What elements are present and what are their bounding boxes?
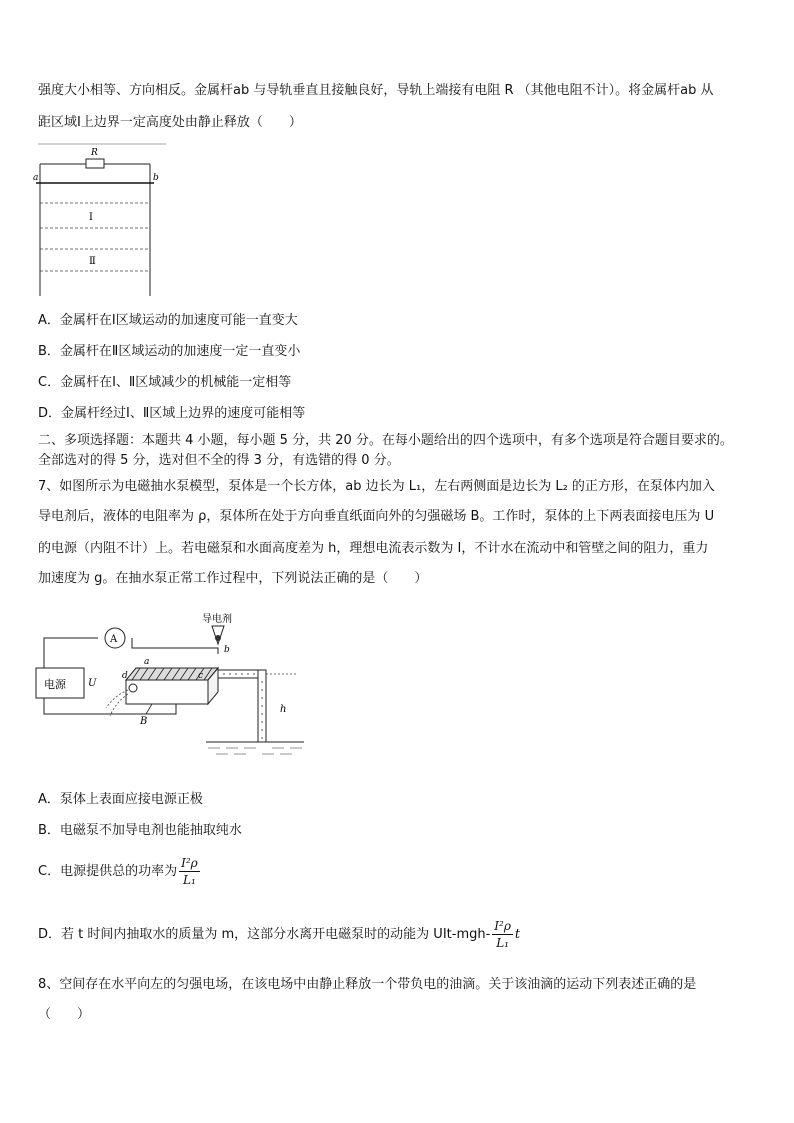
q7-stem-line1: 7、如图所示为电磁抽水泵模型，泵体是一个长方体，ab 边长为 L₁，左右两侧面是边长为 L₂ 的正方形，在泵体内加入 xyxy=(38,479,715,494)
point-c-label: c xyxy=(198,671,204,681)
rod-end-a: a xyxy=(33,173,39,183)
resistor-symbol xyxy=(86,159,104,168)
q7-option-c-fraction xyxy=(179,855,200,888)
region-1-label: Ⅰ xyxy=(89,212,93,223)
resistor-label: R xyxy=(91,148,98,158)
q6-stem-line2: 距区域Ⅰ上边界一定高度处由静止释放（ ） xyxy=(38,115,302,130)
q6-rail-figure xyxy=(34,138,174,300)
ammeter-label: A xyxy=(110,634,118,645)
region-2-label: Ⅱ xyxy=(89,256,96,267)
fraction-numerator: I²ρ xyxy=(494,919,511,933)
q7-option-c-text: C．电源提供总的功率为 xyxy=(38,864,178,879)
power-source-label: 电源 xyxy=(44,678,66,691)
height-label: h xyxy=(280,704,287,715)
q6-option-c: C．金属杆在Ⅰ、Ⅱ区域减少的机械能一定相等 xyxy=(38,375,292,390)
q7-option-d-text: D．若 t 时间内抽取水的质量为 m，这部分水离开电磁泵时的动能为 UIt-mgh- xyxy=(38,927,491,942)
q7-stem-line2: 导电剂后，液体的电阻率为 ρ，泵体所在处于方向垂直纸面向外的匀强磁场 B。工作时，泵体的上下两表面接电压为 U xyxy=(38,509,715,524)
q7-option-d-fraction xyxy=(492,918,513,951)
q7-option-c xyxy=(38,853,202,891)
point-a-label: a xyxy=(144,657,150,667)
point-d-label: d xyxy=(122,671,128,681)
section2-header-line1: 二、多项选择题：本题共 4 小题，每小题 5 分，共 20 分。在每小题给出的四个选项中，有多个选项是符合题目要求的。 xyxy=(38,433,733,448)
fraction-denominator: L₁ xyxy=(182,873,196,887)
q6-option-b: B．金属杆在Ⅱ区域运动的加速度一定一直变小 xyxy=(38,344,301,359)
magnetic-field-label: B xyxy=(140,716,148,727)
q7-option-b: B．电磁泵不加导电剂也能抽取纯水 xyxy=(38,823,242,838)
fraction-denominator: L₁ xyxy=(496,936,509,950)
q8-stem-line1: 8、空间存在水平向左的匀强电场，在该电场中由静止释放一个带负电的油滴。关于该油滴的运动下列表述正确的是 xyxy=(38,977,697,992)
reagent-label: 导电剂 xyxy=(202,614,232,625)
q8-stem-line2: （ ） xyxy=(38,1007,91,1022)
q7-stem-line3: 的电源（内阻不计）上。若电磁泵和水面高度差为 h，理想电流表示数为 I，不计水在流动中和管壁之间的阻力，重力 xyxy=(38,541,709,556)
q7-option-d-tail: t xyxy=(514,927,521,942)
q7-option-a: A．泵体上表面应接电源正极 xyxy=(38,792,203,807)
voltage-label: U xyxy=(88,678,97,689)
rod-end-b: b xyxy=(153,173,159,183)
fraction-numerator: I²ρ xyxy=(181,856,198,870)
q6-option-a: A．金属杆在Ⅰ区域运动的加速度可能一直变大 xyxy=(38,313,298,328)
q7-pump-figure xyxy=(36,608,306,774)
section2-header-line2: 全部选对的得 5 分，选对但不全的得 3 分，有选错的得 0 分。 xyxy=(38,453,400,468)
q7-stem-line4: 加速度为 g。在抽水泵正常工作过程中，下列说法正确的是（ ） xyxy=(38,571,428,586)
q6-stem-line1: 强度大小相等、方向相反。金属杆ab 与导轨垂直且接触良好，导轨上端接有电阻 R （其他电阻不计）。将金属杆ab 从 xyxy=(38,83,714,98)
q6-option-d: D．金属杆经过Ⅰ、Ⅱ区域上边界的速度可能相等 xyxy=(38,406,306,421)
point-b-label: b xyxy=(224,645,230,655)
q7-option-d xyxy=(38,916,520,954)
